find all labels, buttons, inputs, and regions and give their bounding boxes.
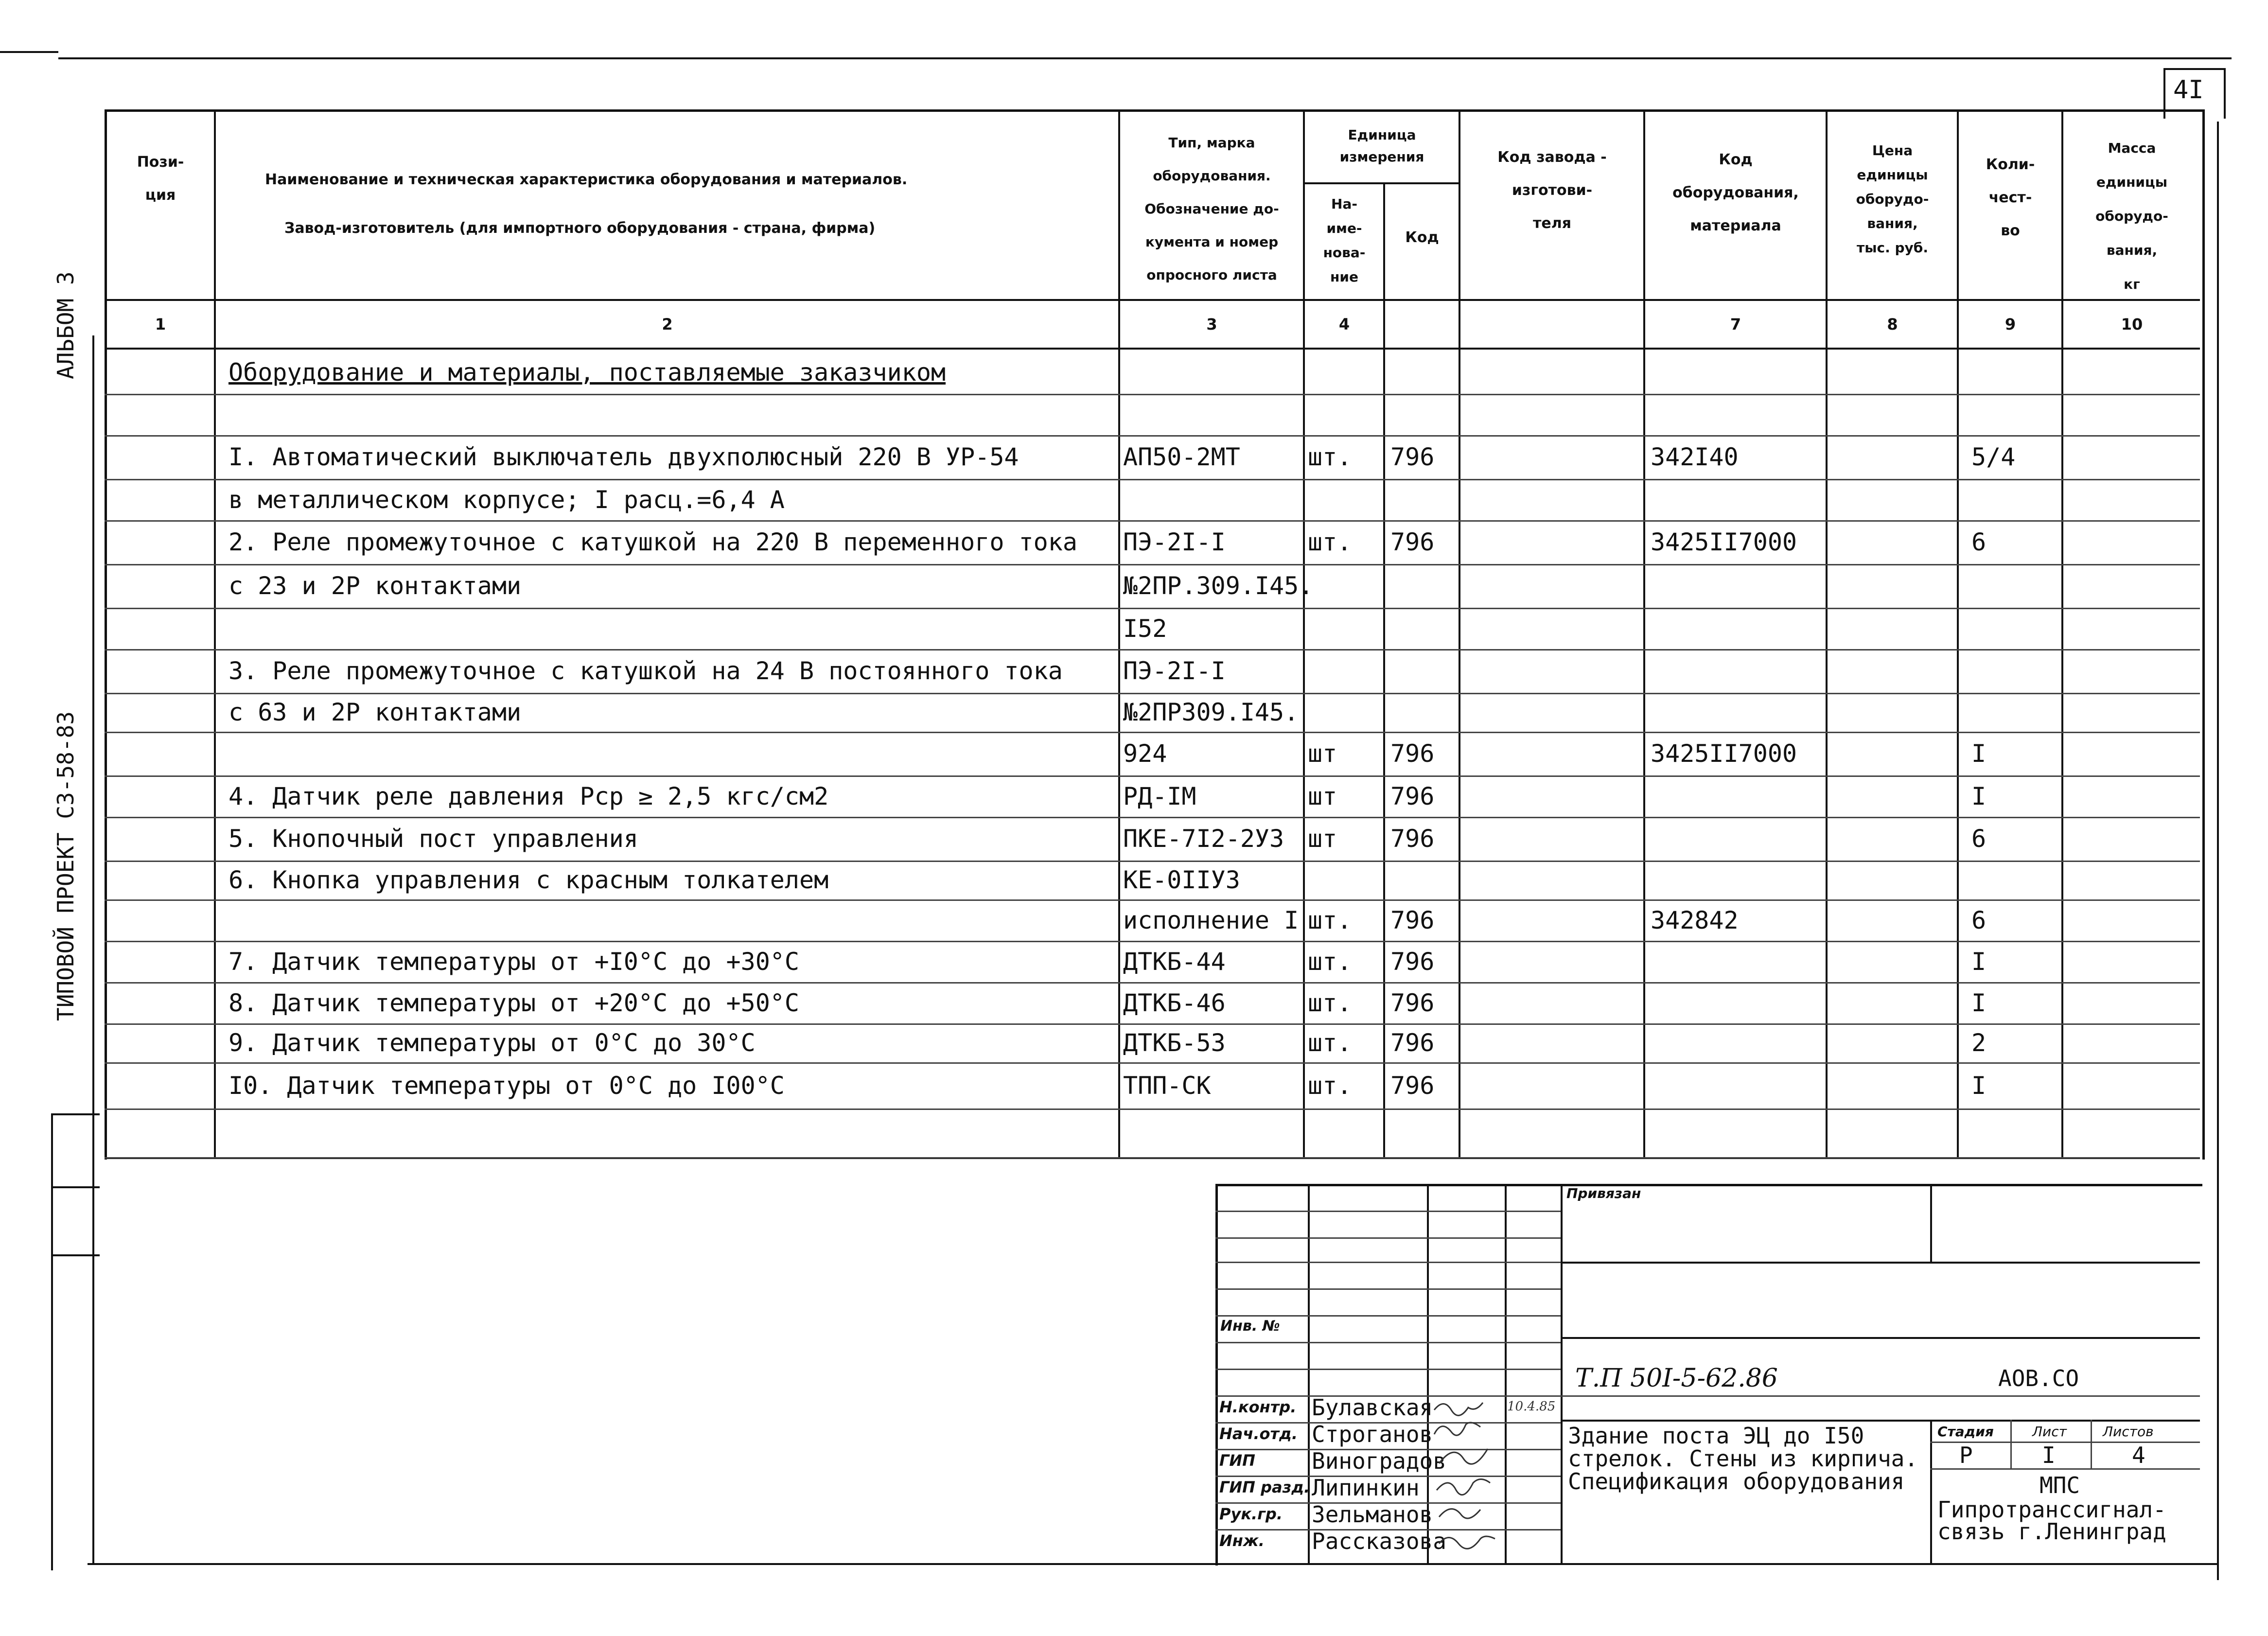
tb-doc-mark: АОВ.СО (1998, 1365, 2079, 1391)
cell-type: РД-IМ (1123, 782, 1196, 810)
tb-role-2: Нач.отд. (1219, 1425, 1298, 1443)
tb-stage-label: Стадия (1937, 1424, 1994, 1440)
header-quantity: Коли- чест- во (1986, 156, 2035, 239)
header-bottom-line (105, 299, 2200, 301)
row-line (105, 732, 2200, 733)
cell-type: ДТКБ-46 (1123, 988, 1226, 1017)
cell-type: АП50-2МТ (1123, 443, 1240, 471)
cell-type: ПЭ-2I-I (1123, 528, 1226, 556)
cell-qty: 6 (1971, 825, 1987, 853)
cell-unit: шт. (1308, 947, 1352, 976)
row-line (105, 435, 2200, 437)
header-equipment-code: Код оборудования, материала (1672, 151, 1799, 234)
cell-unit: шт. (1308, 988, 1352, 1017)
tb-right-h2 (1561, 1337, 2200, 1339)
col-line-1 (214, 109, 216, 1157)
tb-sheet-label: Лист (2032, 1424, 2067, 1440)
cell-unit: шт. (1308, 1071, 1352, 1100)
header-name: Наименование и техническая характеристика оборудования и материалов. Завод-изготовитель (для импортного оборудования - страна, фирма) (265, 171, 908, 237)
tb-stage: Р (1959, 1442, 1973, 1468)
tb-sheets: 4 (2132, 1442, 2145, 1468)
cell-eqcode: 342I40 (1651, 443, 1739, 471)
cell-code: 796 (1390, 825, 1435, 853)
right-frame-line (2217, 122, 2219, 1580)
cell-eqcode: 3425II7000 (1651, 528, 1797, 556)
header-unit-group: Единица измерения (1339, 127, 1424, 165)
cell-code: 796 (1390, 528, 1435, 556)
signature-strokes (1429, 1395, 1507, 1563)
cell-unit: шт (1308, 782, 1337, 810)
tb-h4 (1215, 1288, 1561, 1290)
cell-type: №2ПР.309.I45. (1123, 572, 1314, 600)
cell-name: 5. Кнопочный пост управления (229, 825, 638, 853)
signature-6 (1439, 1536, 1495, 1548)
signature-2 (1434, 1423, 1480, 1435)
col-line-8 (1957, 109, 1959, 1157)
row-line (105, 1023, 2200, 1025)
cell-qty: I (1971, 1071, 1987, 1100)
row-line (105, 775, 2200, 777)
tb-h6 (1215, 1342, 1561, 1343)
header-type: Тип, марка оборудования. Обозначение до- кумента и номер опросного листа (1144, 135, 1279, 283)
tb-name-5: Зельманов (1312, 1501, 1433, 1528)
colnum-bottom-line (105, 348, 2200, 350)
row-line (105, 564, 2200, 565)
cell-type: исполнение I (1123, 906, 1299, 934)
cell-code: 796 (1390, 947, 1435, 976)
cell-name: Оборудование и материалы, поставляемые заказчиком (229, 358, 946, 387)
signature-4 (1437, 1479, 1490, 1495)
cell-type: КЕ-0IIУЗ (1123, 866, 1240, 894)
cell-name: I0. Датчик температуры от 0°С до I00°С (229, 1071, 785, 1100)
row-line (105, 520, 2200, 522)
signature-5 (1439, 1509, 1480, 1518)
tb-sheets-label: Листов (2103, 1424, 2154, 1440)
cell-qty: 5/4 (1971, 443, 2016, 471)
row-line (105, 649, 2200, 651)
tb-org-3: связь г.Ленинград (1937, 1518, 2166, 1545)
tb-h7 (1215, 1369, 1561, 1370)
tb-right-h1 (1561, 1262, 2200, 1264)
side-label-album: АЛЬБОМ 3 (53, 271, 79, 379)
cell-name: 6. Кнопка управления с красным толкателем (229, 866, 829, 894)
cell-code: 796 (1390, 739, 1435, 768)
cell-eqcode: 342842 (1651, 906, 1739, 934)
tb-desc-3: Спецификация оборудования (1568, 1468, 1905, 1495)
tb-stage-v3 (2091, 1420, 2092, 1468)
row-line (105, 1157, 2200, 1159)
cell-eqcode: 3425II7000 (1651, 739, 1797, 768)
row-line (105, 693, 2200, 694)
cell-type: ТПП-СК (1123, 1071, 1211, 1100)
header-unit-name: На- име- нова- ние (1323, 196, 1366, 285)
cell-type: I52 (1123, 614, 1167, 643)
tb-date: 10.4.85 (1507, 1399, 1556, 1414)
cell-name: в металлическом корпусе; I расц.=6,4 А (229, 485, 785, 514)
cell-type: №2ПР309.I45. (1123, 698, 1299, 726)
tb-desc-2: стрелок. Стены из кирпича. (1568, 1445, 1918, 1472)
cell-type: 924 (1123, 739, 1167, 768)
cell-code: 796 (1390, 988, 1435, 1017)
tb-right-v1 (1930, 1184, 1932, 1262)
cell-name: с 23 и 2Р контактами (229, 572, 522, 600)
row-line (105, 899, 2200, 901)
cell-type: ДТКБ-53 (1123, 1029, 1226, 1057)
cell-name: 9. Датчик температуры от 0°С до 30°С (229, 1029, 756, 1057)
left-frame-line (92, 335, 94, 1563)
cell-name: 4. Датчик реле давления Рср ≥ 2,5 кгс/см2 (229, 782, 829, 810)
cell-code: 796 (1390, 1029, 1435, 1057)
row-line (105, 861, 2200, 862)
tb-role-5: Рук.гр. (1219, 1505, 1283, 1523)
tb-doc-code: Т.П 50I-5-62.86 (1575, 1364, 1778, 1393)
header-position: Пози- ция (137, 154, 184, 204)
cell-unit: шт (1308, 825, 1337, 853)
header-mass: Масса единицы оборудо- вания, кг (2095, 140, 2168, 292)
col-line-7 (1826, 109, 1828, 1157)
tb-desc-1: Здание поста ЭЦ до I50 (1568, 1423, 1864, 1449)
signature-1 (1434, 1403, 1483, 1415)
tb-name-4: Липинкин (1312, 1475, 1420, 1501)
cell-qty: I (1971, 739, 1987, 768)
tb-privyazan-label: Привязан (1566, 1185, 1641, 1201)
col-line-4 (1383, 182, 1385, 1157)
cell-name: 7. Датчик температуры от +I0°С до +30°С (229, 947, 799, 976)
cell-qty: 6 (1971, 906, 1987, 934)
colnum-1: 1 (155, 315, 166, 334)
header-unit-code: Код (1405, 229, 1439, 246)
row-line (105, 1108, 2200, 1110)
colnum-3: 3 (1206, 315, 1217, 334)
tb-h3 (1215, 1262, 1561, 1263)
cell-name: с 63 и 2Р контактами (229, 698, 522, 726)
row-line (105, 1062, 2200, 1064)
tb-h2 (1215, 1237, 1561, 1239)
cell-unit: шт. (1308, 528, 1352, 556)
tb-org-2: Гипротранссигнал- (1937, 1496, 2166, 1523)
cell-name: I. Автоматический выключатель двухполюсный 220 В УР-54 (229, 443, 1019, 471)
tb-stage-v2 (2010, 1420, 2012, 1468)
cell-type: ПКЕ-7I2-2УЗ (1123, 825, 1284, 853)
colnum-2: 2 (662, 315, 673, 334)
tb-role-6: Инж. (1219, 1531, 1265, 1550)
cell-qty: I (1971, 782, 1987, 810)
side-label-project: ТИПОВОЙ ПРОЕКТ СЗ-58-83 (53, 711, 79, 1021)
cell-qty: I (1971, 947, 1987, 976)
col-line-6 (1643, 109, 1645, 1157)
cell-unit: шт. (1308, 1029, 1352, 1057)
row-line (105, 817, 2200, 818)
tb-h1 (1215, 1211, 1561, 1212)
colnum-9: 9 (2004, 315, 2016, 334)
cell-qty: I (1971, 988, 1987, 1017)
cell-type: ДТКБ-44 (1123, 947, 1226, 976)
tb-divider (1561, 1184, 1563, 1563)
signature-3 (1439, 1449, 1488, 1464)
tb-sheet: I (2042, 1442, 2056, 1468)
tb-col-a (1308, 1184, 1310, 1563)
cell-unit: шт. (1308, 906, 1352, 934)
top-stroke (0, 51, 58, 53)
unit-group-line (1303, 182, 1459, 184)
cell-qty: 6 (1971, 528, 1987, 556)
tb-right-h3 (1561, 1420, 2200, 1422)
sheet-number: 4I (2173, 75, 2204, 105)
cell-code: 796 (1390, 1071, 1435, 1100)
tb-name-1: Булавская (1312, 1394, 1433, 1421)
cell-name: 8. Датчик температуры от +20°С до +50°С (229, 988, 799, 1017)
colnum-8: 8 (1887, 315, 1898, 334)
frame-top-line (58, 57, 2232, 59)
tb-role-4: ГИП разд. (1219, 1478, 1310, 1496)
cell-code: 796 (1390, 782, 1435, 810)
col-line-3 (1303, 109, 1305, 1157)
cell-code: 796 (1390, 906, 1435, 934)
row-line (105, 982, 2200, 984)
tb-org-1: МПС (2039, 1472, 2080, 1498)
cell-unit: шт (1308, 739, 1337, 768)
cell-code: 796 (1390, 443, 1435, 471)
header-factory-code: Код завода - изготови- теля (1497, 149, 1607, 232)
colnum-10: 10 (2121, 315, 2143, 334)
row-line (105, 394, 2200, 395)
tb-name-6: Рассказова (1312, 1528, 1446, 1554)
colnum-7: 7 (1730, 315, 1741, 334)
tb-role-1: Н.контр. (1219, 1398, 1297, 1416)
cell-name: 2. Реле промежуточное с катушкой на 220 В переменного тока (229, 528, 1077, 556)
tb-h5 (1215, 1315, 1561, 1317)
tb-stage-h2 (1930, 1468, 2200, 1470)
row-line (105, 608, 2200, 609)
row-line (105, 941, 2200, 942)
tb-role-3: ГИП (1219, 1451, 1255, 1470)
cell-unit: шт. (1308, 443, 1352, 471)
col-line-5 (1459, 109, 1460, 1157)
tb-name-2: Строганов (1312, 1421, 1433, 1447)
cell-qty: 2 (1971, 1029, 1987, 1057)
tb-inv-label: Инв. № (1220, 1318, 1280, 1335)
side-strip-line (51, 1113, 53, 1570)
col-line-9 (2061, 109, 2063, 1157)
cell-type: ПЭ-2I-I (1123, 657, 1226, 685)
row-line (105, 479, 2200, 480)
tb-name-3: Виноградов (1312, 1448, 1446, 1474)
colnum-4: 4 (1338, 315, 1350, 334)
cell-name: 3. Реле промежуточное с катушкой на 24 В постоянного тока (229, 657, 1063, 685)
header-price: Цена единицы оборудо- вания, тыс. руб. (1856, 142, 1929, 256)
col-line-2 (1118, 109, 1120, 1157)
